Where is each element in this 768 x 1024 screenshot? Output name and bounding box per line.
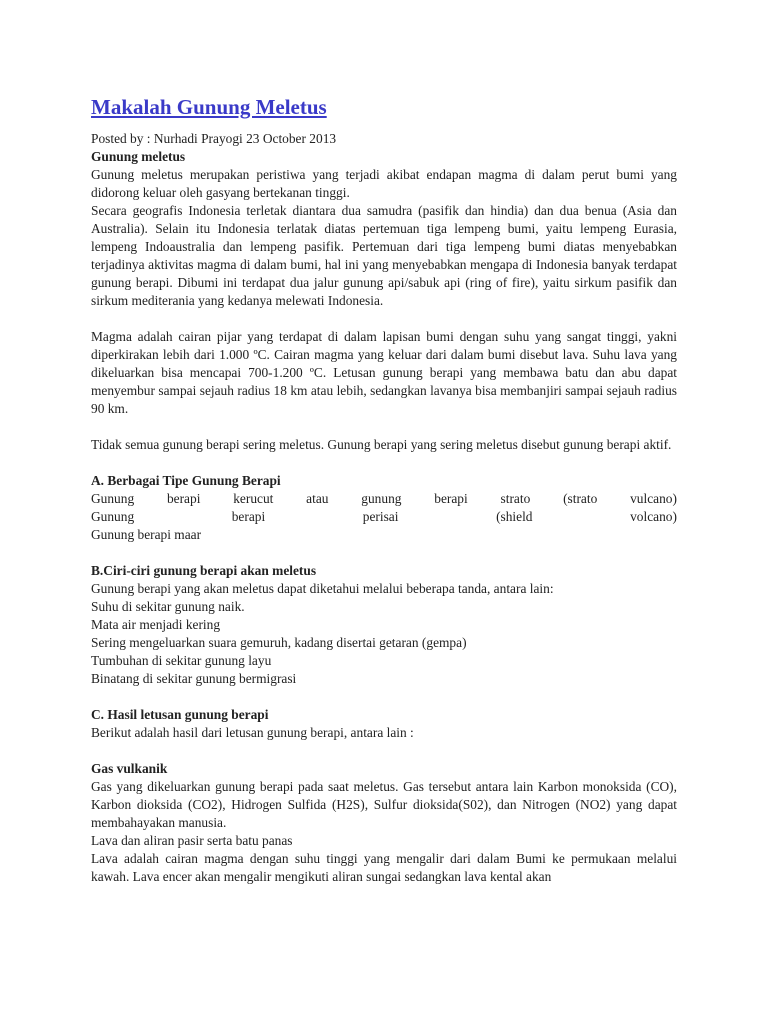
sign-item: Tumbuhan di sekitar gunung layu [91, 653, 272, 668]
word: (strato [563, 491, 598, 506]
sign-item: Mata air menjadi kering [91, 617, 221, 632]
volcano-type-shield [91, 508, 677, 526]
spacer [91, 310, 677, 328]
sign-intro: Gunung berapi yang akan meletus dapat diketahui melalui beberapa tanda, antara lain: [91, 581, 554, 596]
word: volcano) [630, 509, 677, 524]
spacer [91, 544, 677, 562]
word: perisai [362, 509, 399, 524]
paragraph-magma: Magma adalah cairan pijar yang terdapat di dalam lapisan bumi dengan suhu yang sangat tinggi, yakni diperkirakan lebih dari 1.000 ºC. Cairan magma yang keluar dari dalam bumi disebut lava. Suhu lava yang dikeluarkan bisa mencapai 700-1.200 ºC. Letusan gunung berapi yang membawa batu dan abu dapat menyembur sampai sejauh radius 18 km atau lebih, sedangkan lavanya bisa membanjiri sampai sejauh radius 90 km. [91, 329, 677, 416]
heading-lava: Lava dan aliran pasir serta batu panas [91, 833, 293, 848]
heading-section-a: A. Berbagai Tipe Gunung Berapi [91, 473, 281, 488]
sign-item: Binatang di sekitar gunung bermigrasi [91, 671, 297, 686]
spacer [91, 454, 677, 472]
word: Gunung [91, 491, 135, 506]
paragraph-gas: Gas yang dikeluarkan gunung berapi pada saat meletus. Gas tersebut antara lain Karbon monoksida (CO), Karbon dioksida (CO2), Hidrogen Sulfida (H2S), Sulfur dioksida(S02), dan Nitrogen (NO2) yang dapat membahayakan manusia. [91, 779, 677, 830]
word: berapi [434, 491, 468, 506]
volcano-type-maar: Gunung berapi maar [91, 527, 202, 542]
paragraph-geography: Secara geografis Indonesia terletak diantara dua samudra (pasifik dan hindia) dan dua benua (Asia dan Australia). Selain itu Indonesia terlatak diatas pertemuan tiga lempeng bumi, yaitu lempeng Eurasia, lempeng Indoaustralia dan lempeng pasifik. Pertemuan dari tiga lempeng bumi diatas menyebabkan terjadinya aktivitas magma di dalam bumi, hal ini yang menyebabkan mengapa di Indonesia banyak terdapat gunung berapi. Dibumi ini terdapat dua jalur gunung api/sabuk api (ring of fire), yaitu sirkum pasifik dan sirkum mediterania yang kedanya melewati Indonesia. [91, 203, 677, 308]
article [91, 94, 677, 886]
heading-gas-vulkanik: Gas vulkanik [91, 761, 168, 776]
word: vulcano) [630, 491, 677, 506]
section-c-intro: Berikut adalah hasil dari letusan gunung berapi, antara lain : [91, 725, 414, 740]
paragraph-active-volcano: Tidak semua gunung berapi sering meletus. Gunung berapi yang sering meletus disebut gunung berapi aktif. [91, 437, 672, 452]
sign-item: Suhu di sekitar gunung naik. [91, 599, 245, 614]
article-title-link[interactable]: Makalah Gunung Meletus [91, 95, 327, 119]
spacer [91, 418, 677, 436]
heading-section-c: C. Hasil letusan gunung berapi [91, 707, 269, 722]
word: Gunung [91, 509, 135, 524]
word: atau [306, 491, 329, 506]
paragraph-definition: Gunung meletus merupakan peristiwa yang terjadi akibat endapan magma di dalam perut bumi yang didorong keluar oleh gasyang bertekanan tinggi. [91, 167, 677, 200]
word: berapi [231, 509, 266, 524]
volcano-type-strato [91, 490, 677, 508]
word: strato [500, 491, 531, 506]
paragraph-lava: Lava adalah cairan magma dengan suhu tinggi yang mengalir dari dalam Bumi ke permukaan melalui kawah. Lava encer akan mengalir mengikuti aliran sungai sedangkan lava kental akan [91, 851, 677, 884]
word: gunung [361, 491, 402, 506]
posted-by: Posted by : Nurhadi Prayogi 23 October 2013 [91, 131, 337, 146]
word: (shield [496, 509, 533, 524]
heading-gunung-meletus: Gunung meletus [91, 149, 186, 164]
spacer [91, 688, 677, 706]
heading-section-b: B.Ciri-ciri gunung berapi akan meletus [91, 563, 317, 578]
word: berapi [166, 491, 201, 506]
word: kerucut [233, 491, 274, 506]
sign-item: Sering mengeluarkan suara gemuruh, kadang disertai getaran (gempa) [91, 635, 467, 650]
spacer [91, 742, 677, 760]
